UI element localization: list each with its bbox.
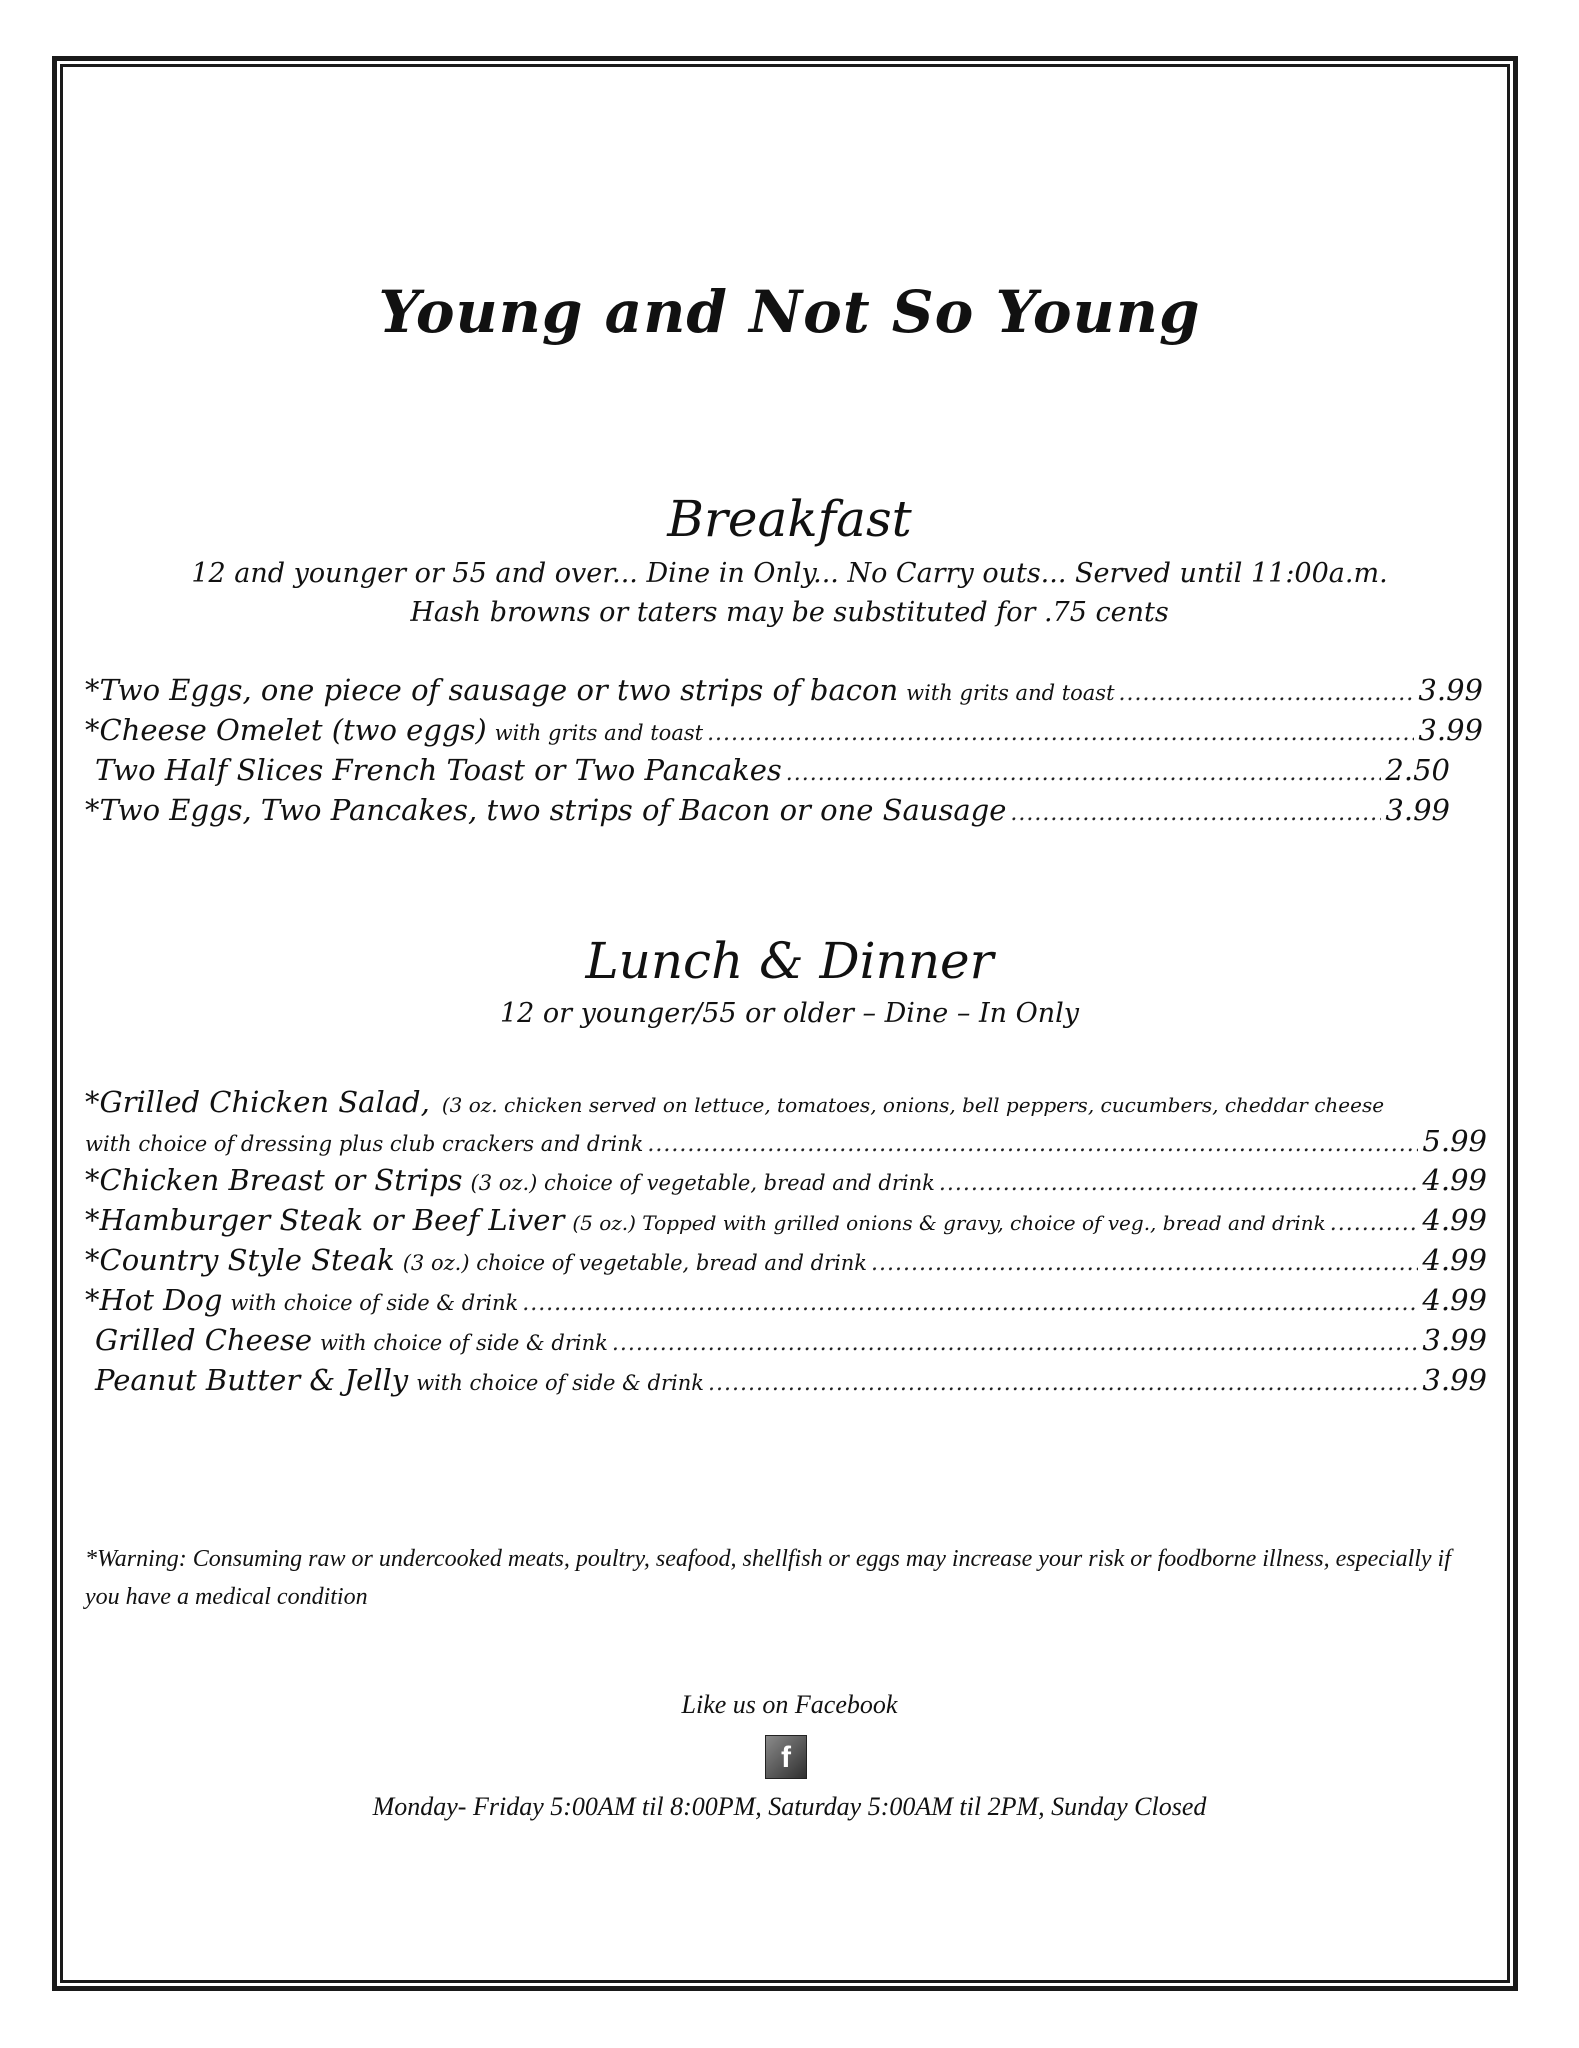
item-price: 3.99	[1422, 1363, 1487, 1397]
lunch-dinner-heading: Lunch & Dinner	[585, 932, 994, 990]
breakfast-note: 12 and younger or 55 and over... Dine in Only... No Carry outs... Served until 11:00a.m.	[191, 558, 1388, 589]
lunch-item-continued	[85, 1124, 1487, 1158]
dot-leader	[707, 721, 1414, 746]
dot-leader	[871, 1251, 1418, 1276]
lunch-item	[95, 1363, 1487, 1397]
breakfast-item	[95, 753, 1450, 787]
lunch-item	[85, 1203, 1487, 1237]
item-price: 3.99	[1422, 1323, 1487, 1357]
dot-leader	[708, 1371, 1418, 1396]
breakfast-heading: Breakfast	[667, 490, 912, 548]
lunch-item	[85, 1085, 1384, 1119]
item-description: (3 oz.) choice of vegetable, bread and drink	[470, 1171, 935, 1195]
business-hours: Monday- Friday 5:00AM til 8:00PM, Saturday 5:00AM til 2PM, Sunday Closed	[372, 1792, 1207, 1821]
lunch-item	[85, 1243, 1487, 1277]
item-price: 4.99	[1422, 1243, 1487, 1277]
dot-leader	[1330, 1211, 1419, 1236]
item-description: with choice of side & drink	[230, 1291, 519, 1315]
item-description: with grits and toast	[906, 681, 1115, 705]
item-price: 3.99	[1385, 793, 1450, 827]
item-name: *Hamburger Steak or Beef Liver	[85, 1203, 565, 1237]
dot-leader	[612, 1331, 1419, 1356]
facebook-icon[interactable]: f	[765, 1735, 807, 1779]
item-name: *Two Eggs, Two Pancakes, two strips of Bacon or one Sausage	[85, 793, 1007, 827]
item-price: 4.99	[1422, 1283, 1487, 1317]
facebook-label[interactable]: Like us on Facebook	[681, 1690, 898, 1719]
lunch-item	[95, 1323, 1487, 1357]
dot-leader	[1010, 801, 1381, 826]
item-price: 3.99	[1418, 673, 1483, 707]
dot-leader	[786, 761, 1382, 786]
lunch-item	[85, 1283, 1487, 1317]
item-name: *Two Eggs, one piece of sausage or two strips of bacon	[85, 673, 899, 707]
breakfast-item	[85, 713, 1483, 747]
item-description: with choice of side & drink	[320, 1331, 608, 1355]
item-name: *Cheese Omelet (two eggs)	[85, 713, 487, 747]
breakfast-item	[85, 793, 1450, 827]
item-description: with grits and toast	[494, 721, 704, 745]
item-name: Two Half Slices French Toast or Two Pancakes	[95, 753, 782, 787]
item-price: 3.99	[1418, 713, 1483, 747]
dot-leader	[647, 1132, 1418, 1157]
item-name: Grilled Cheese	[95, 1323, 313, 1357]
item-name: *Chicken Breast or Strips	[85, 1163, 463, 1197]
lunch-item	[85, 1163, 1487, 1197]
breakfast-substitution-note: Hash browns or taters may be substituted for .75 cents	[410, 597, 1169, 628]
menu-title: Young and Not So Young	[378, 278, 1201, 346]
lunch-dinner-note: 12 or younger/55 or older – Dine – In Only	[499, 998, 1079, 1029]
food-safety-warning: *Warning: Consuming raw or undercooked meats, poultry, seafood, shellfish or eggs may increase your risk or foodborne illness, especially if you have a medical condition	[85, 1546, 1451, 1610]
dot-leader	[522, 1291, 1418, 1316]
dot-leader	[939, 1171, 1419, 1196]
item-description: (3 oz.) choice of vegetable, bread and drink	[402, 1251, 868, 1275]
item-description: (5 oz.) Topped with grilled onions & gravy, choice of veg., bread and drink	[572, 1211, 1326, 1235]
item-name: *Grilled Chicken Salad,	[85, 1085, 430, 1119]
item-price: 4.99	[1422, 1203, 1487, 1237]
item-name: *Hot Dog	[85, 1283, 223, 1317]
item-price: 5.99	[1422, 1124, 1487, 1158]
item-description: with choice of dressing plus club crackers and drink	[85, 1132, 644, 1156]
dot-leader	[1119, 681, 1415, 706]
item-description: (3 oz. chicken served on lettuce, tomatoes, onions, bell peppers, cucumbers, cheddar cheese	[441, 1093, 1385, 1117]
item-price: 2.50	[1385, 753, 1450, 787]
breakfast-item	[85, 673, 1483, 707]
item-description: with choice of side & drink	[416, 1371, 704, 1395]
item-name: Peanut Butter & Jelly	[95, 1363, 409, 1397]
item-name: *Country Style Steak	[85, 1243, 395, 1277]
item-price: 4.99	[1422, 1163, 1487, 1197]
